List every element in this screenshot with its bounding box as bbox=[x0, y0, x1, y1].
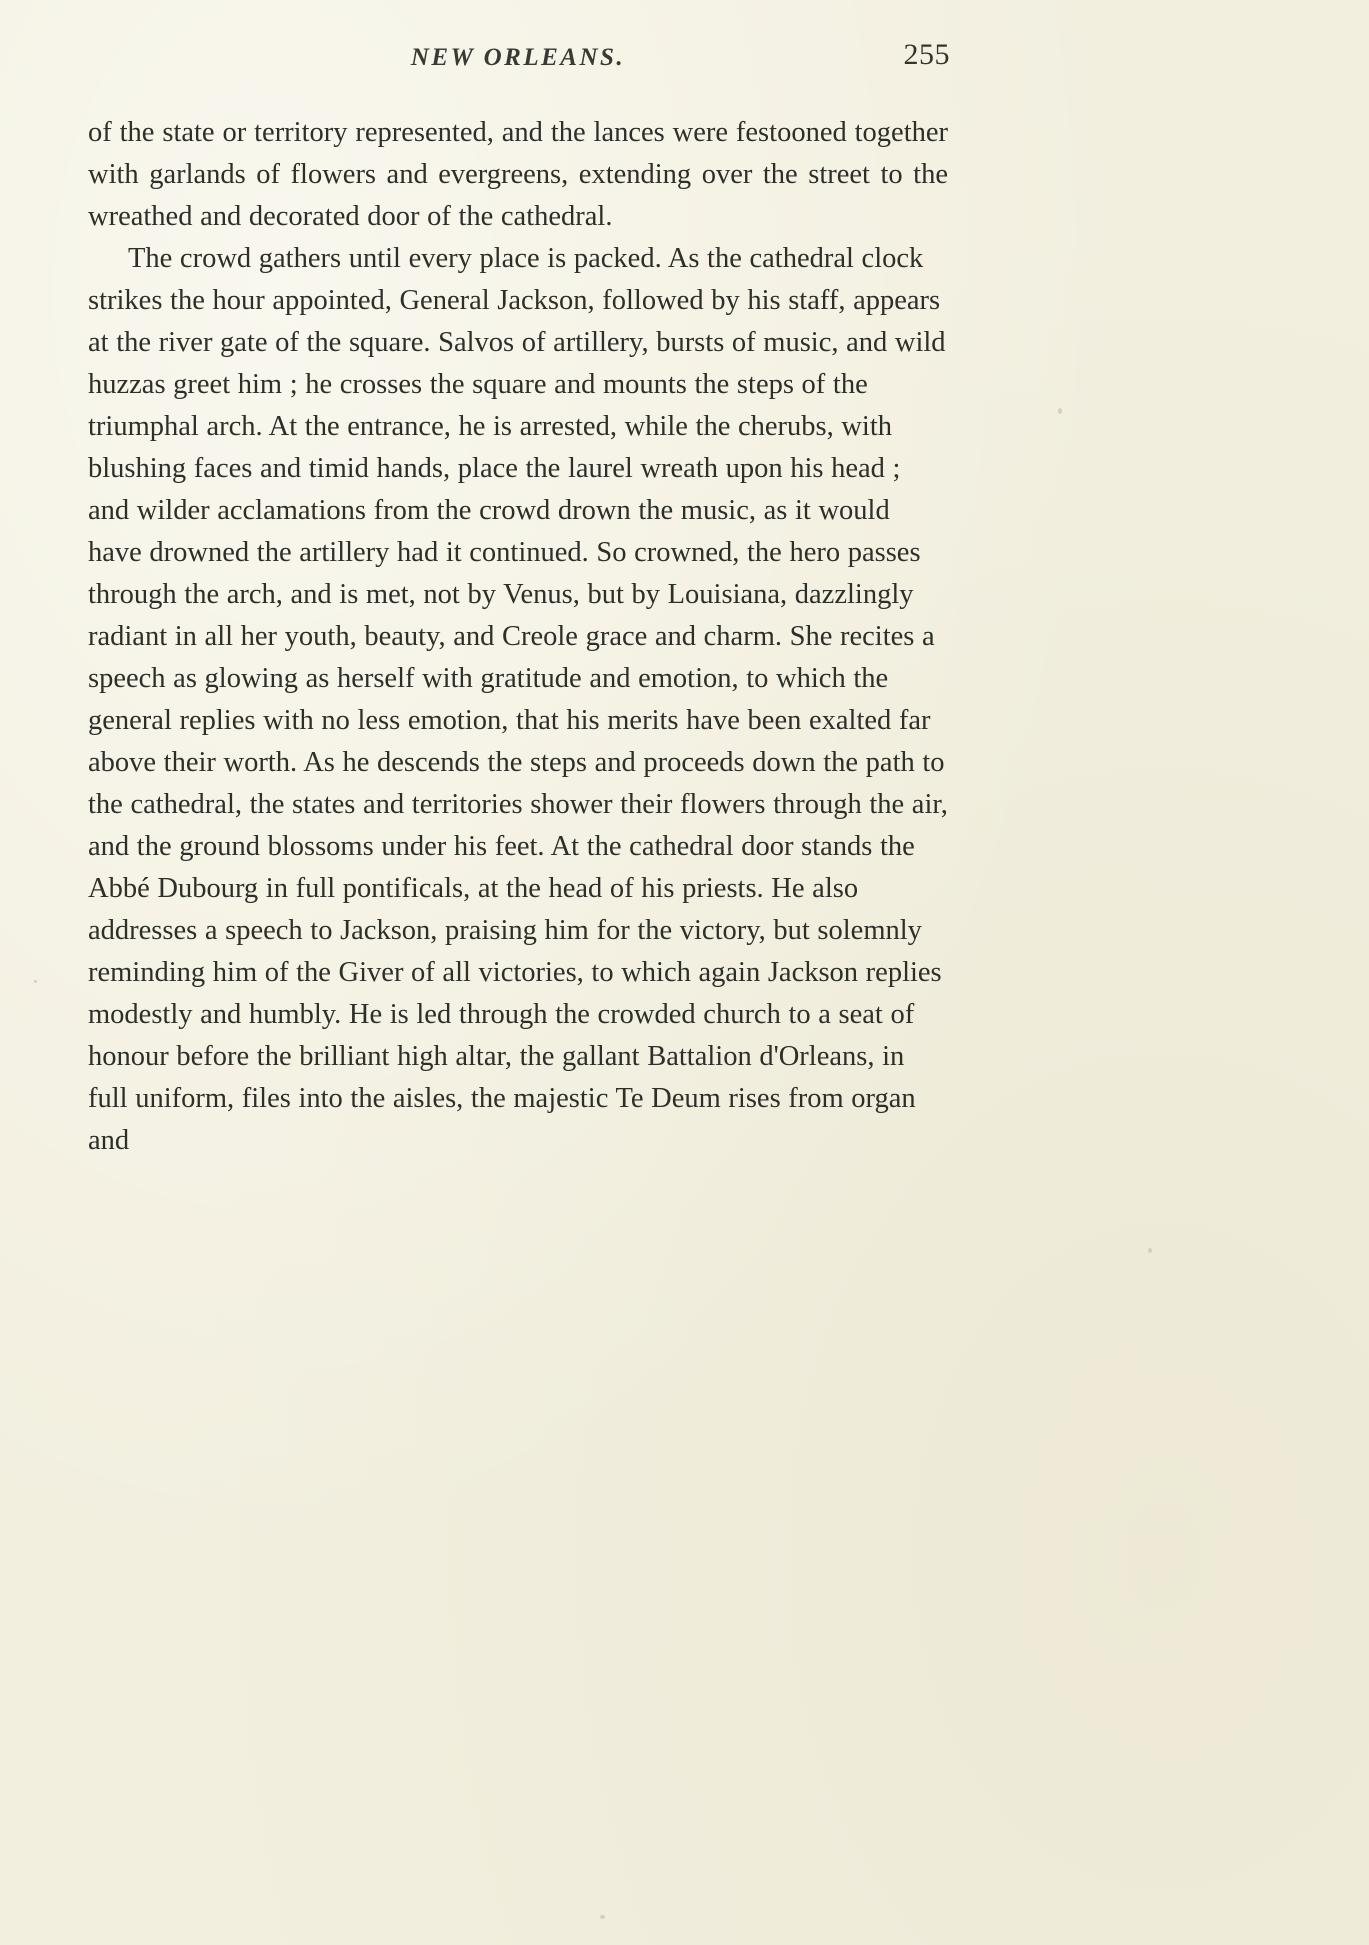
paper-speck bbox=[600, 1915, 605, 1919]
running-title: NEW ORLEANS. bbox=[410, 44, 626, 71]
paper-speck bbox=[1148, 1248, 1152, 1253]
paragraph-1: of the state or territory represented, and the lances were festooned together with garlands of flowers and evergreens, extending over the street to the wreathed and decorated door of the cathedral. bbox=[88, 117, 948, 232]
page-content bbox=[88, 38, 948, 1162]
body-text bbox=[88, 112, 948, 1162]
running-head bbox=[88, 38, 948, 90]
paper-speck bbox=[1058, 408, 1062, 414]
page-number: 255 bbox=[903, 38, 950, 71]
paper-speck bbox=[34, 980, 37, 983]
paragraph-2: The crowd gathers until every place is packed. As the cathedral clock strikes the hour appointed, General Jackson, followed by his staff, appears at the river gate of the square. Salvos of artillery, bursts of music, and wild huzzas greet him ; he crosses the square and mounts the steps of the triumphal arch. At the entrance, he is arrested, while the cherubs, with blushing faces and timid hands, place the laurel wreath upon his head ; and wilder acclamations from the crowd drown the music, as it would have drowned the artillery had it continued. So crowned, the hero passes through the arch, and is met, not by Venus, but by Louisiana, dazzlingly radiant in all her youth, beauty, and Creole grace and charm. She recites a speech as glowing as herself with gratitude and emotion, to which the general replies with no less emotion, that his merits have been exalted far above their worth. As he descends the steps and proceeds down the path to the cathedral, the states and territories shower their flowers through the air, and the ground blossoms under his feet. At the cathedral door stands the Abbé Dubourg in full pontificals, at the head of his priests. He also addresses a speech to Jackson, praising him for the victory, but solemnly reminding him of the Giver of all victories, to which again Jackson replies modestly and humbly. He is led through the crowded church to a seat of honour before the brilliant high altar, the gallant Battalion d'Orleans, in full uniform, files into the aisles, the majestic Te Deum rises from organ and bbox=[88, 243, 948, 1156]
